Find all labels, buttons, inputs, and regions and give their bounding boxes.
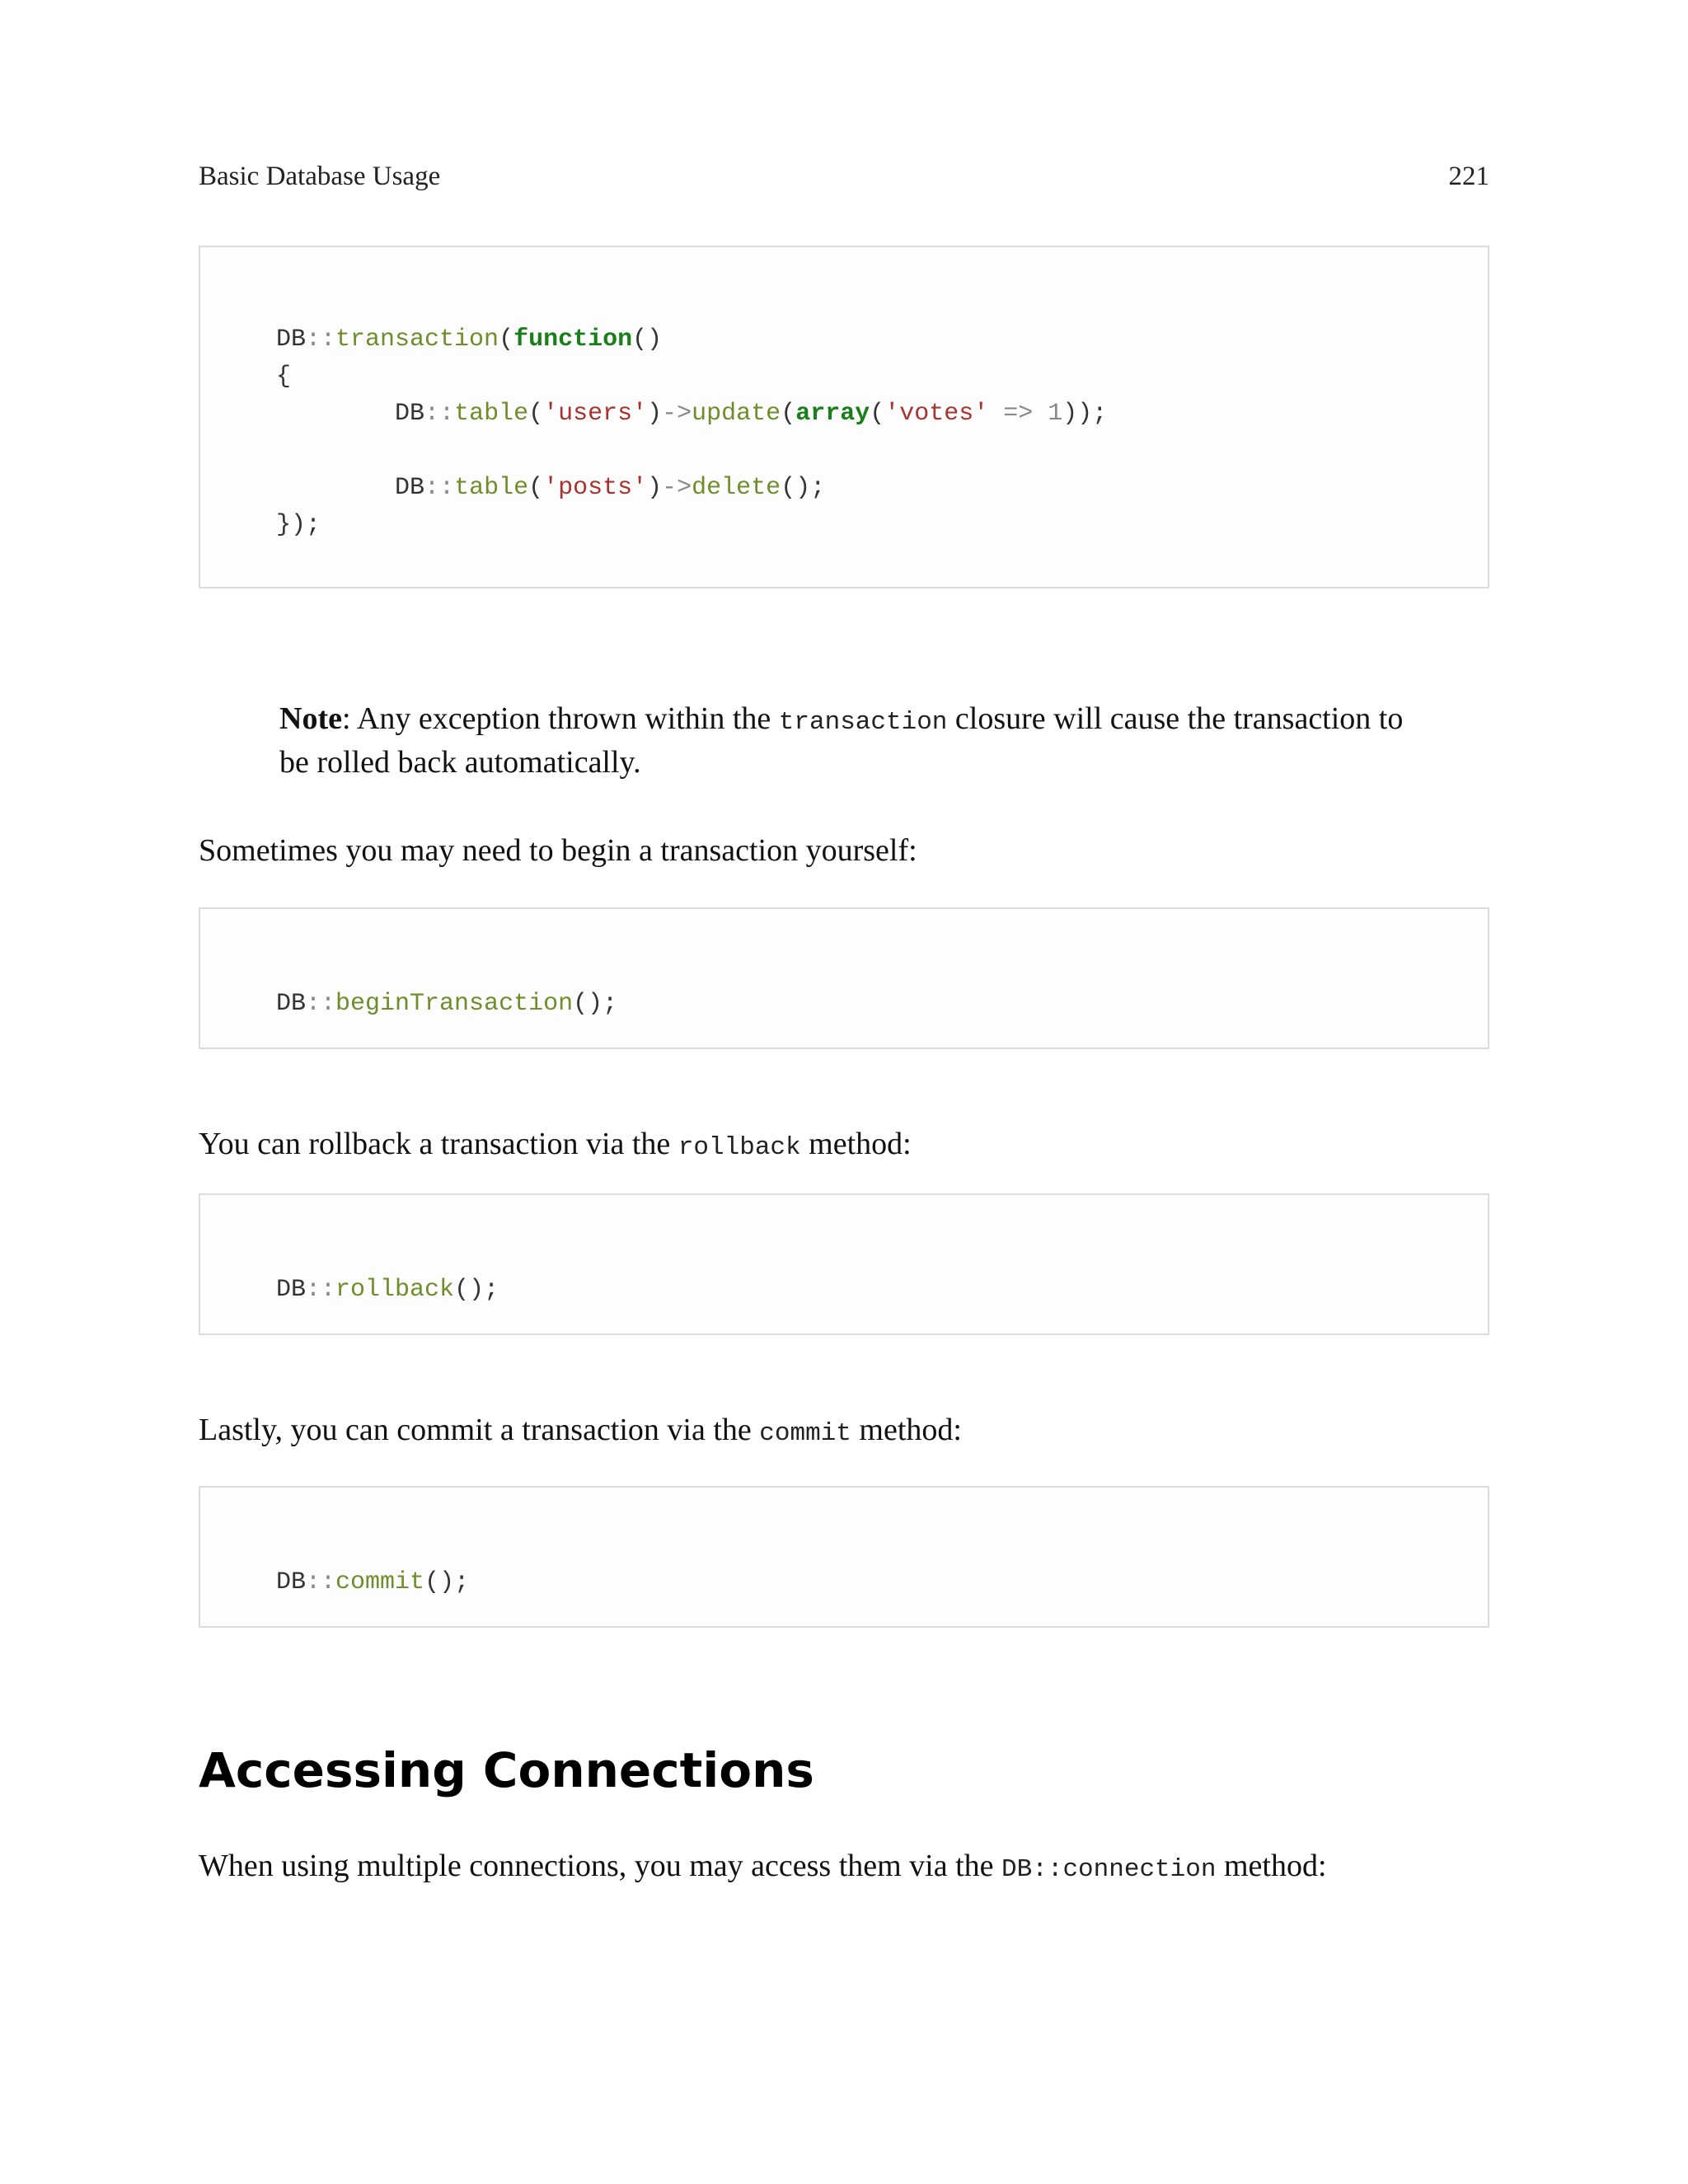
paragraph-begin-transaction: Sometimes you may need to begin a transaction yourself: [199,833,917,868]
code-content: DB::rollback(); [276,1276,499,1304]
inline-code: transaction [778,708,948,737]
note-label: Note [279,701,342,736]
code-block-begin-transaction [199,907,1489,1049]
page-number: 221 [1448,162,1489,191]
chapter-title: Basic Database Usage [199,162,441,191]
code-block-commit [199,1486,1489,1628]
inline-code: commit [759,1419,851,1448]
code-content: DB::beginTransaction(); [276,990,618,1018]
inline-code: DB::connection [1001,1855,1217,1884]
section-heading: Accessing Connections [199,1742,814,1798]
code-block-rollback [199,1193,1489,1335]
paragraph-rollback: You can rollback a transaction via the rollback method: [199,1127,912,1162]
code-block-transaction [199,246,1489,588]
paragraph-commit: Lastly, you can commit a transaction via the commit method: [199,1413,962,1448]
inline-code: rollback [678,1133,801,1162]
code-content: DB::transaction(function() { DB::table('users')->update(array('votes' => 1)); DB::table('posts')->delete(); }); [276,326,1108,539]
running-header [199,162,1489,198]
code-content: DB::commit(); [276,1568,470,1596]
note-paragraph: Note: Any exception thrown within the transaction closure will cause the transaction to be rolled back automatically. [279,701,1404,780]
paragraph-connections: When using multiple connections, you may access them via the DB::connection method: [199,1849,1327,1884]
